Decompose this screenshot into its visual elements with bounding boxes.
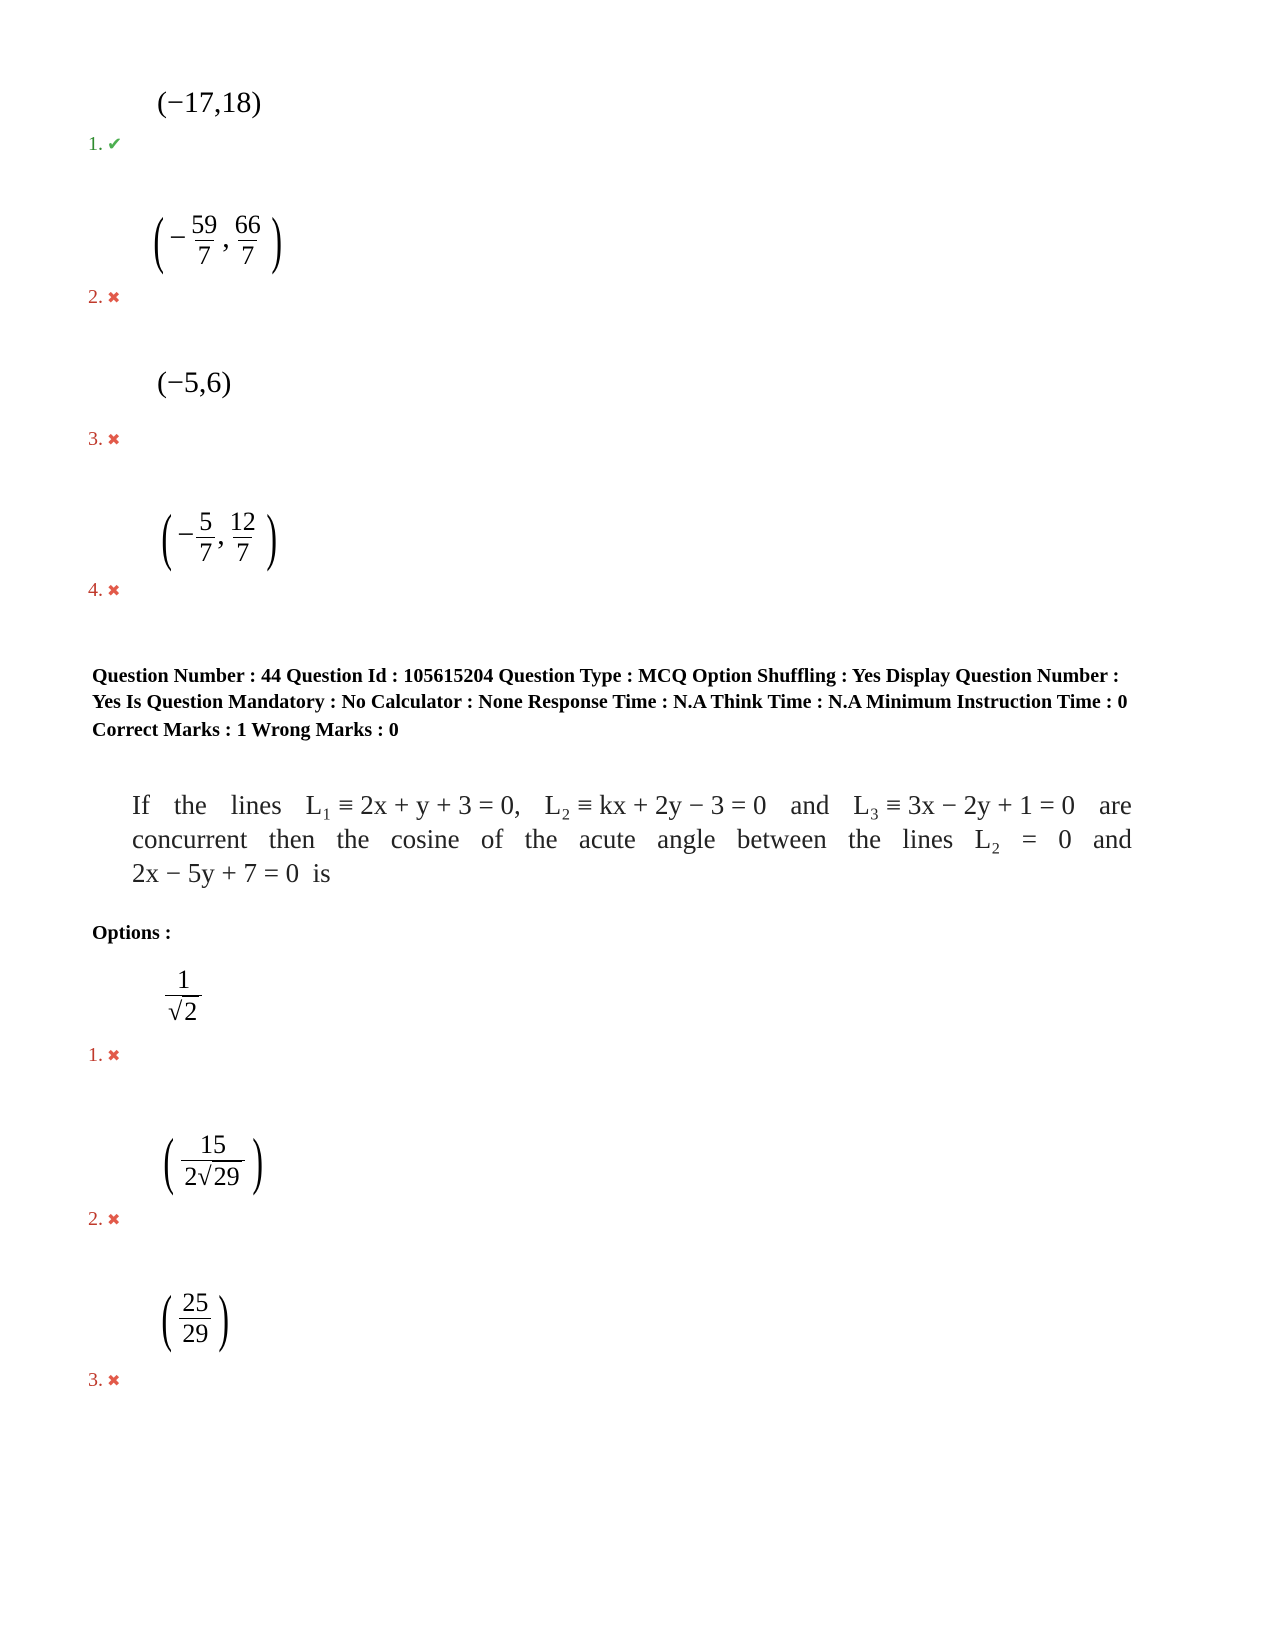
option-number: 2. (88, 286, 103, 308)
frac-num: 66 (234, 209, 261, 239)
word: lines (230, 790, 282, 820)
frac-den: 7 (233, 537, 252, 568)
question-line-1 (132, 788, 1132, 822)
option-number: 2. (88, 1208, 103, 1230)
question-line-2 (132, 822, 1132, 856)
question-line-3: 2x − 5y + 7 = 0 is (132, 858, 331, 888)
option-number: 1. (88, 133, 103, 155)
prev-option-1-value: (−17,18) (157, 86, 262, 119)
frac-den: √ 2 (165, 995, 202, 1027)
option-2-value: ( 15 2√ 29 ) (163, 1125, 263, 1196)
word: acute (578, 824, 636, 854)
word: between (736, 824, 827, 854)
option-number: 4. (88, 579, 103, 601)
frac-num: 5 (199, 506, 213, 536)
word: If (132, 790, 150, 820)
frac-num: 59 (191, 209, 218, 239)
option-1 (88, 1045, 120, 1067)
word: angle (657, 824, 716, 854)
frac-den: 7 (195, 240, 214, 271)
prev-option-3-value: (−5,6) (157, 366, 232, 399)
line-l3-equation: L₃ ≡ 3x − 2y + 1 = 0 (853, 790, 1076, 820)
word: the (524, 824, 558, 854)
frac-num: 1 (177, 965, 191, 994)
radicand: 2 (184, 997, 198, 1026)
option-3 (88, 1370, 120, 1392)
question-meta (92, 663, 1192, 743)
prev-option-2-value: ( − $\frac{59}{7}$ , $\frac{66}{7}$ ) (153, 204, 282, 275)
frac-den: 2√ 29 (181, 1160, 244, 1192)
option-number: 3. (88, 1369, 103, 1391)
prev-option-4-value: ( − $\frac{5}{7}$ , $\frac{12}{7}$ ) (161, 501, 277, 572)
option-number: 1. (88, 1044, 103, 1066)
prev-option-1 (88, 134, 122, 154)
cross-icon: ✖ (107, 290, 121, 307)
meta-line-2: Yes Is Question Mandatory : No Calculator : None Response Time : N.A Think Time : N.A Minimum Instruction Time : 0 (92, 691, 1128, 713)
meta-line-1: Question Number : 44 Question Id : 105615204 Question Type : MCQ Option Shuffling : Yes Display Question Number : (92, 665, 1120, 687)
cross-icon: ✖ (107, 1373, 121, 1390)
frac-den: 7 (196, 537, 215, 568)
coefficient: 2 (184, 1162, 198, 1191)
line-l2-equation: L₂ ≡ kx + 2y − 3 = 0 (544, 790, 767, 820)
line-l1-equation: L₁ ≡ 2x + y + 3 = 0, (305, 790, 521, 820)
word: 0 (1058, 824, 1072, 854)
cross-icon: ✖ (107, 1212, 121, 1229)
cross-icon: ✖ (107, 583, 121, 600)
options-label: Options : (92, 922, 172, 944)
word: are (1098, 790, 1132, 820)
check-icon: ✔ (107, 134, 123, 154)
word: the (173, 790, 207, 820)
word: then (268, 824, 316, 854)
option-2 (88, 1209, 120, 1231)
word: lines (902, 824, 954, 854)
cross-icon: ✖ (107, 432, 121, 449)
word: concurrent (132, 824, 248, 854)
word: and (1092, 824, 1132, 854)
meta-line-3: Correct Marks : 1 Wrong Marks : 0 (92, 719, 399, 741)
word: and (790, 790, 830, 820)
prev-option-3 (88, 429, 120, 451)
frac-num: 15 (199, 1130, 226, 1159)
word: the (848, 824, 882, 854)
option-number: 3. (88, 428, 103, 450)
prev-option-2 (88, 287, 120, 309)
word: of (480, 824, 504, 854)
word: L₂ (974, 824, 1001, 854)
cross-icon: ✖ (107, 1048, 121, 1065)
word: cosine (390, 824, 460, 854)
frac-num: 12 (229, 506, 256, 536)
question-text (132, 788, 1132, 890)
radicand: 29 (213, 1162, 240, 1191)
option-3-value: ( $\frac{25}{29}$ ) (161, 1282, 230, 1353)
frac-num: 25 (182, 1287, 209, 1317)
frac-den: 7 (238, 240, 257, 271)
word: the (336, 824, 370, 854)
word: = (1021, 824, 1037, 854)
option-1-value (163, 965, 204, 1027)
frac-den: 29 (179, 1318, 211, 1349)
prev-option-4 (88, 580, 120, 602)
